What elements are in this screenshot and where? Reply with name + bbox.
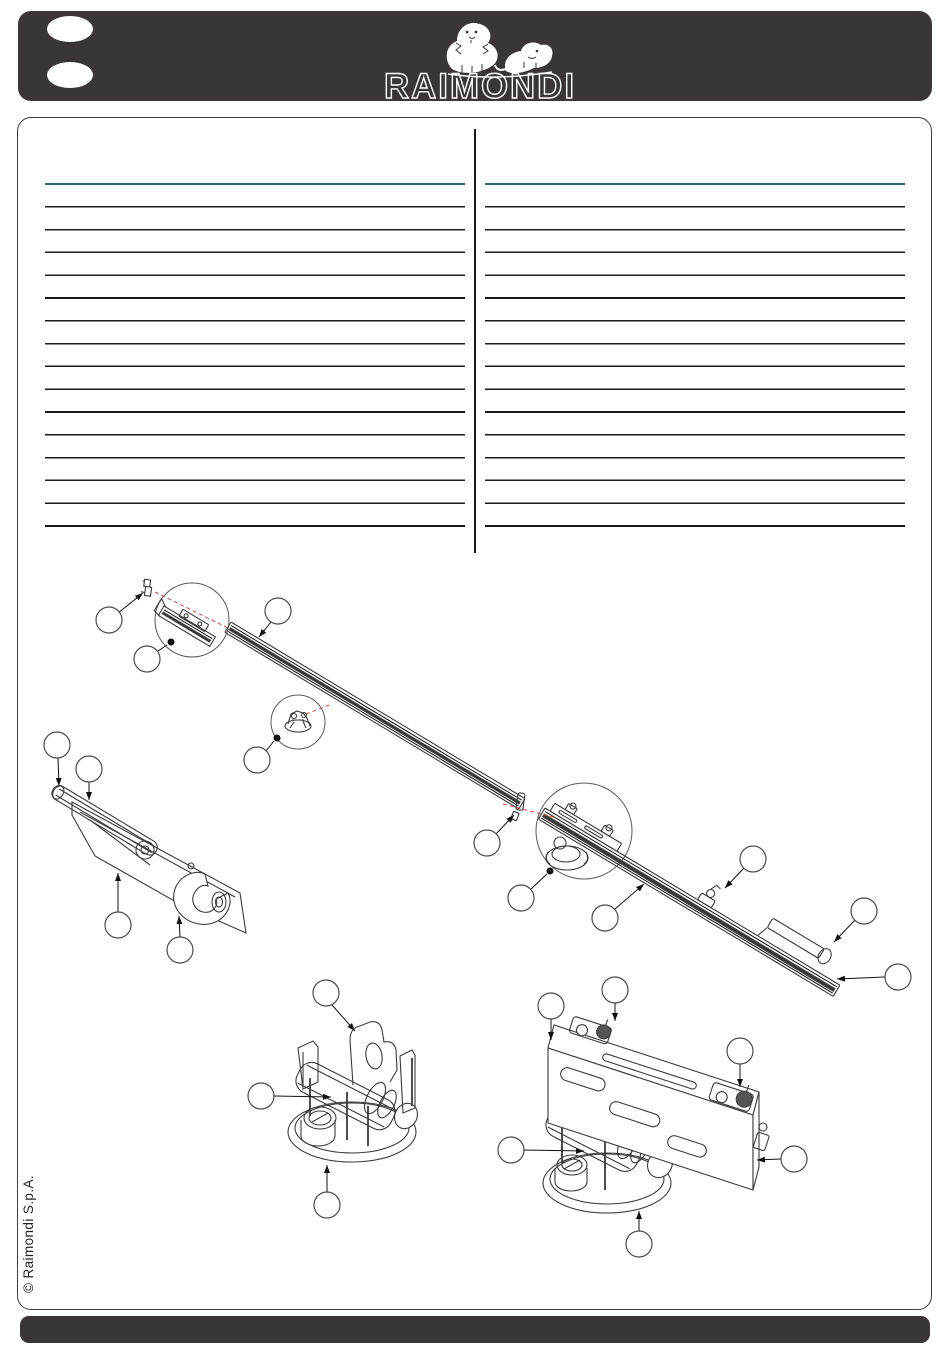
rail-fitting-part: [698, 881, 723, 908]
callout-balloon: [592, 905, 618, 931]
callout-balloon: [76, 756, 102, 782]
guide-rail-lower: [538, 787, 852, 997]
callout-balloon: [851, 898, 877, 924]
small-fitting-detail-part: [285, 711, 311, 732]
callout-balloon: [265, 598, 291, 624]
guide-rail-upper: [225, 622, 525, 809]
callout-balloon: [508, 885, 534, 911]
callout-balloon: [602, 977, 628, 1003]
callout-balloon: [498, 1137, 524, 1163]
callout-balloon: [781, 1146, 807, 1172]
clamp-handle-assembly: [49, 783, 246, 933]
callout-balloons: [44, 598, 911, 1257]
rail-joint-detail-part: [153, 597, 219, 646]
callout-balloon: [244, 747, 270, 773]
callout-balloon: [313, 980, 339, 1006]
detail-circle: [271, 695, 325, 749]
callout-balloon: [134, 646, 160, 672]
callout-balloon: [248, 1083, 274, 1109]
raimondi-wordmark: RAIMONDI: [384, 67, 576, 101]
callout-balloon: [44, 732, 70, 758]
callout-balloon: [314, 1192, 340, 1218]
callout-balloon: [167, 937, 193, 963]
copyright-text: © Raimondi S.p.A.: [21, 1174, 36, 1293]
callout-balloon: [727, 1038, 753, 1064]
callout-balloon: [740, 846, 766, 872]
callout-balloon: [885, 964, 911, 990]
callout-balloon: [96, 607, 122, 633]
callout-balloon: [474, 830, 500, 856]
callout-balloon: [105, 912, 131, 938]
callout-balloon: [538, 993, 564, 1019]
suction-base-unit: [288, 1022, 422, 1162]
callout-balloon: [626, 1231, 652, 1257]
footer-bar: [20, 1316, 930, 1343]
